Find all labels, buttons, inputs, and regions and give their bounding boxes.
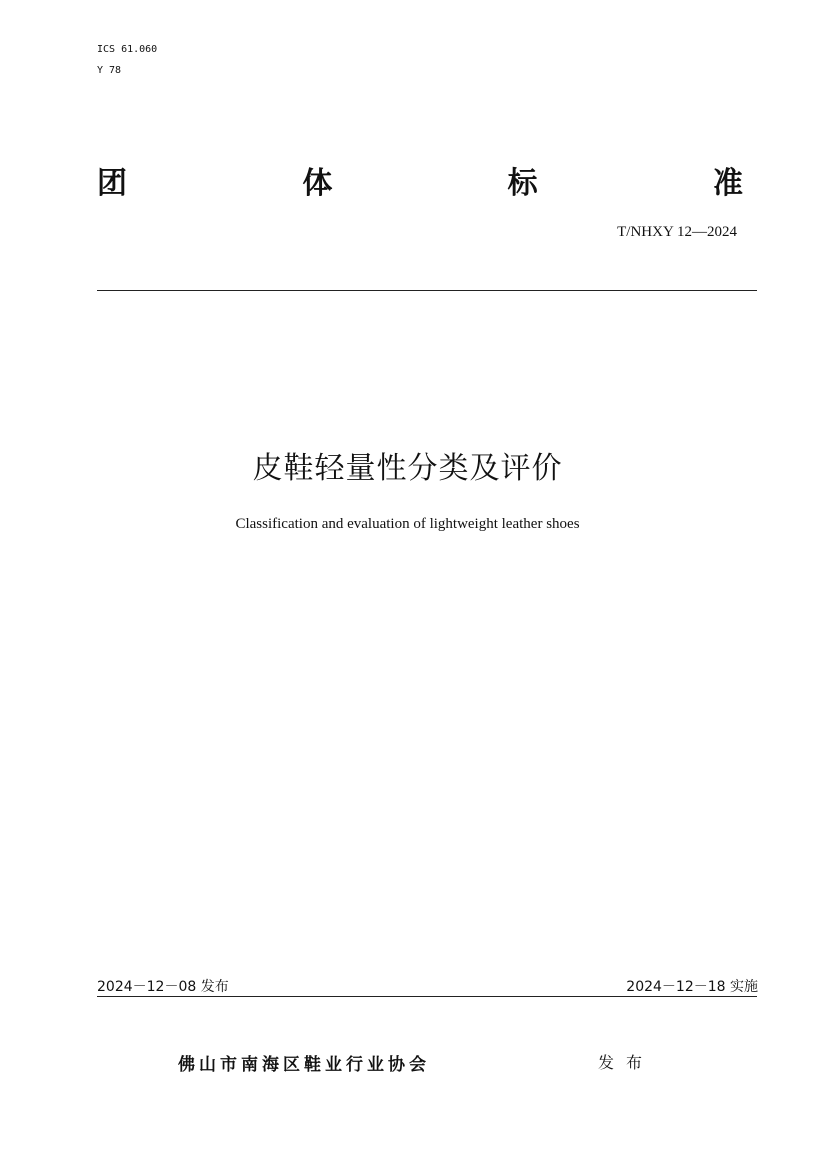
standard-code: T/NHXY 12—2024 (617, 224, 737, 240)
standard-type-char: 标 (507, 166, 538, 201)
implementation-date: 2024－12－18 实施 (626, 979, 758, 995)
document-title-english: Classification and evaluation of lightweight leather shoes (235, 516, 580, 532)
footer-divider (97, 996, 757, 997)
header-divider (97, 290, 757, 291)
standard-type-char: 准 (712, 166, 743, 201)
document-title-chinese: 皮鞋轻量性分类及评价 (252, 451, 563, 486)
issue-date: 2024－12－08 发布 (97, 979, 229, 995)
publisher-name: 佛山市南海区鞋业行业协会 (178, 1055, 430, 1075)
standard-type-char: 体 (302, 166, 333, 201)
ics-code: ICS 61.060 (97, 44, 158, 55)
standard-type-char: 团 (97, 166, 127, 201)
standard-type-heading (97, 160, 743, 200)
publish-label: 发布 (598, 1053, 655, 1072)
ccs-code: Y 78 (97, 65, 122, 76)
